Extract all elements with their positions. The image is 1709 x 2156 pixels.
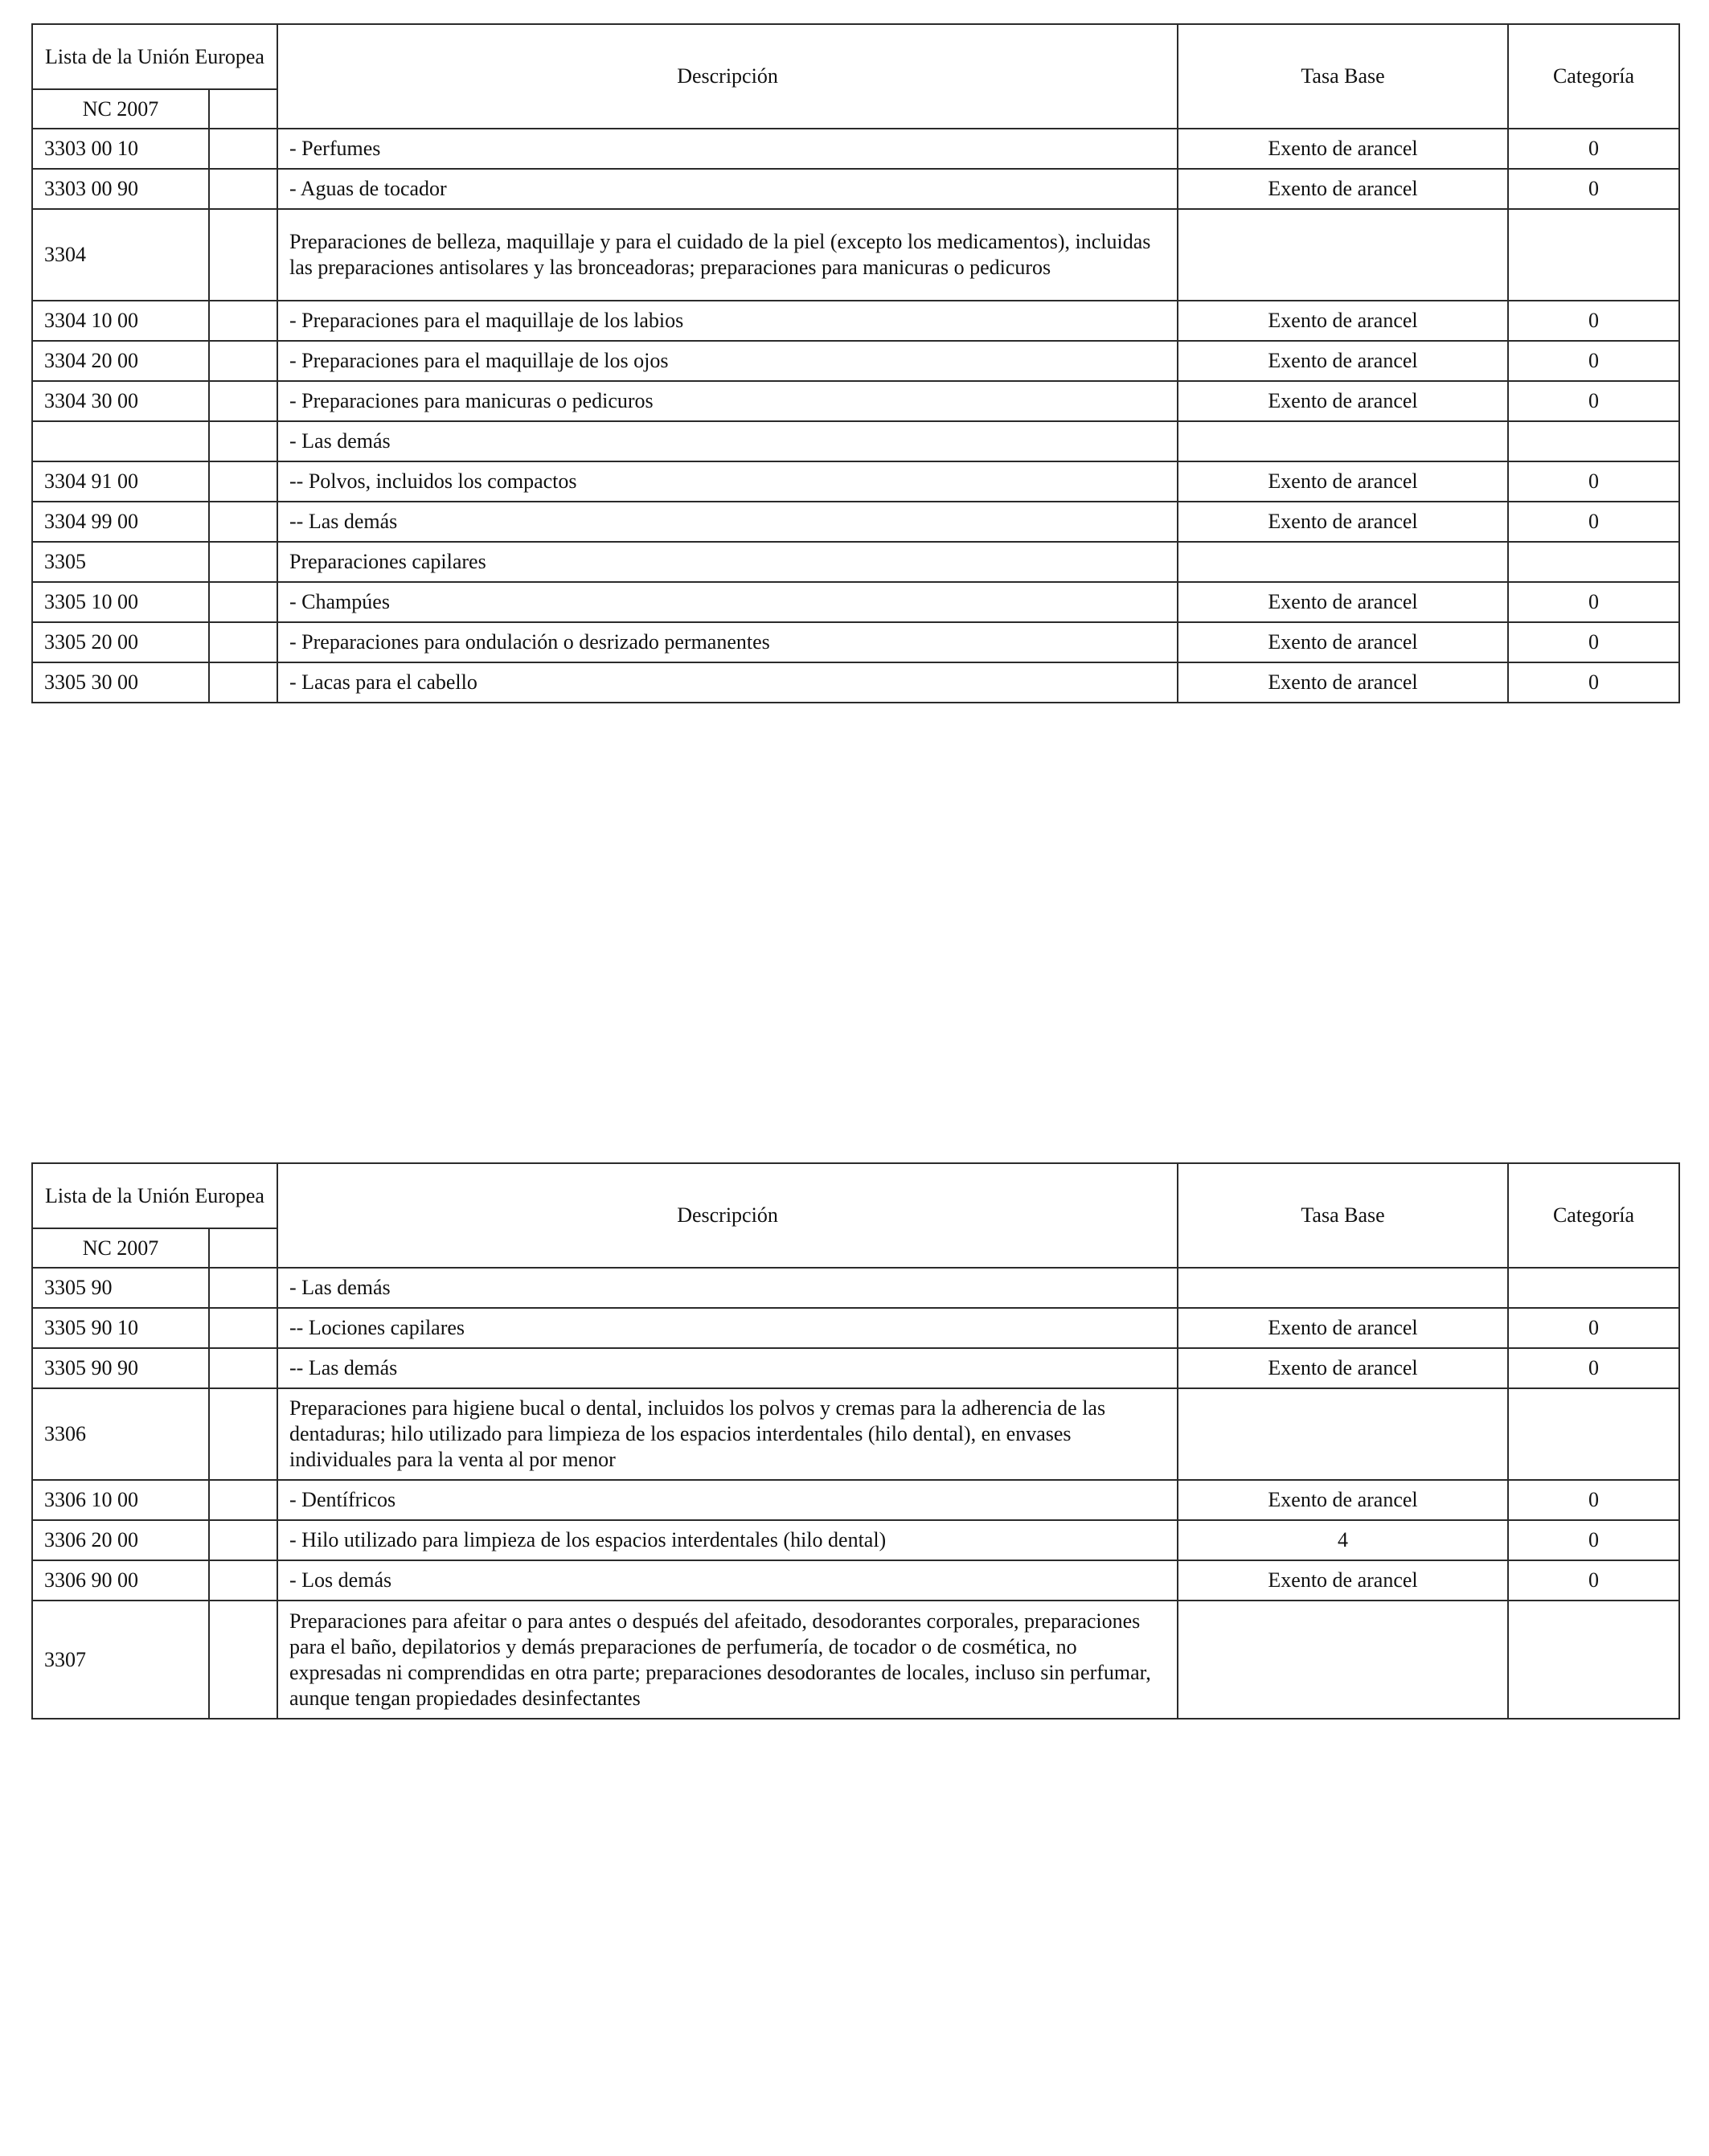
empty-cell	[209, 461, 277, 502]
empty-header-cell	[209, 89, 277, 129]
description-cell: - Preparaciones para manicuras o pedicuros	[277, 381, 1178, 421]
code-cell: 3306	[32, 1388, 209, 1480]
base-rate-cell: 4	[1178, 1520, 1508, 1560]
category-cell: 0	[1508, 662, 1679, 703]
code-cell: 3306 20 00	[32, 1520, 209, 1560]
code-cell: 3303 00 10	[32, 129, 209, 169]
category-cell	[1508, 209, 1679, 301]
empty-cell	[209, 582, 277, 622]
category-cell: 0	[1508, 622, 1679, 662]
table-row	[32, 129, 1679, 169]
base-rate-cell: Exento de arancel	[1178, 662, 1508, 703]
category-cell: 0	[1508, 381, 1679, 421]
category-cell: 0	[1508, 1560, 1679, 1601]
table-row	[32, 622, 1679, 662]
code-cell: 3305 90 10	[32, 1308, 209, 1348]
table-row	[32, 381, 1679, 421]
base-rate-cell: Exento de arancel	[1178, 502, 1508, 542]
category-cell: 0	[1508, 461, 1679, 502]
description-cell: - Preparaciones para ondulación o desrizado permanentes	[277, 622, 1178, 662]
base-rate-cell	[1178, 1268, 1508, 1308]
header-row	[32, 1163, 1679, 1228]
code-cell	[32, 421, 209, 461]
category-cell: 0	[1508, 1480, 1679, 1520]
description-cell: -- Polvos, incluidos los compactos	[277, 461, 1178, 502]
category-cell	[1508, 421, 1679, 461]
table-row	[32, 421, 1679, 461]
base-rate-cell: Exento de arancel	[1178, 381, 1508, 421]
empty-cell	[209, 542, 277, 582]
description-cell: - Aguas de tocador	[277, 169, 1178, 209]
table-row	[32, 341, 1679, 381]
description-cell: Preparaciones para afeitar o para antes o después del afeitado, desodorantes corporales, preparaciones para el baño, depilatorios y demás preparaciones de perfumería, de tocador o de cosmética, no expresadas ni comprendidas en otra parte; preparaciones desodorantes de locales, incluso sin perfumar, aunque tengan propiedades desinfectantes	[277, 1601, 1178, 1719]
category-cell: 0	[1508, 341, 1679, 381]
code-cell: 3304 30 00	[32, 381, 209, 421]
base-rate-cell: Exento de arancel	[1178, 1560, 1508, 1601]
description-cell: - Dentífricos	[277, 1480, 1178, 1520]
code-cell: 3304 99 00	[32, 502, 209, 542]
base-rate-cell: Exento de arancel	[1178, 1308, 1508, 1348]
base-rate-cell	[1178, 421, 1508, 461]
table-row	[32, 502, 1679, 542]
empty-cell	[209, 1388, 277, 1480]
code-cell: 3306 10 00	[32, 1480, 209, 1520]
table-row	[32, 1308, 1679, 1348]
description-cell: - Champúes	[277, 582, 1178, 622]
list-header: Lista de la Unión Europea	[32, 24, 277, 89]
base-rate-header: Tasa Base	[1178, 1163, 1508, 1268]
base-rate-cell: Exento de arancel	[1178, 461, 1508, 502]
base-rate-cell: Exento de arancel	[1178, 622, 1508, 662]
empty-cell	[209, 1601, 277, 1719]
base-rate-cell: Exento de arancel	[1178, 1348, 1508, 1388]
empty-cell	[209, 381, 277, 421]
code-cell: 3305 30 00	[32, 662, 209, 703]
empty-cell	[209, 209, 277, 301]
empty-cell	[209, 662, 277, 703]
code-cell: 3304	[32, 209, 209, 301]
category-cell	[1508, 1388, 1679, 1480]
code-cell: 3304 20 00	[32, 341, 209, 381]
empty-cell	[209, 169, 277, 209]
code-cell: 3305 90	[32, 1268, 209, 1308]
table-row	[32, 169, 1679, 209]
category-cell: 0	[1508, 169, 1679, 209]
description-cell: - Lacas para el cabello	[277, 662, 1178, 703]
table-row	[32, 1388, 1679, 1480]
description-cell: Preparaciones capilares	[277, 542, 1178, 582]
code-cell: 3305 10 00	[32, 582, 209, 622]
description-cell: -- Las demás	[277, 502, 1178, 542]
table-row	[32, 1601, 1679, 1719]
code-cell: 3305	[32, 542, 209, 582]
nc-header: NC 2007	[32, 89, 209, 129]
empty-cell	[209, 1480, 277, 1520]
description-cell: Preparaciones de belleza, maquillaje y para el cuidado de la piel (excepto los medicamentos), incluidas las preparaciones antisolares y las bronceadoras; preparaciones para manicuras o pedicuros	[277, 209, 1178, 301]
description-cell: - Perfumes	[277, 129, 1178, 169]
table-row	[32, 461, 1679, 502]
category-cell: 0	[1508, 129, 1679, 169]
code-cell: 3304 91 00	[32, 461, 209, 502]
header-row	[32, 24, 1679, 89]
base-rate-cell	[1178, 1601, 1508, 1719]
table-row	[32, 1520, 1679, 1560]
base-rate-cell: Exento de arancel	[1178, 341, 1508, 381]
category-cell: 0	[1508, 582, 1679, 622]
description-cell: - Hilo utilizado para limpieza de los espacios interdentales (hilo dental)	[277, 1520, 1178, 1560]
empty-cell	[209, 1560, 277, 1601]
description-header: Descripción	[277, 1163, 1178, 1268]
tariff-table-2	[31, 1162, 1680, 1719]
base-rate-header: Tasa Base	[1178, 24, 1508, 129]
empty-cell	[209, 1308, 277, 1348]
base-rate-cell: Exento de arancel	[1178, 169, 1508, 209]
table-row	[32, 1480, 1679, 1520]
table-row	[32, 301, 1679, 341]
table-row	[32, 209, 1679, 301]
description-cell: - Las demás	[277, 1268, 1178, 1308]
description-cell: -- Las demás	[277, 1348, 1178, 1388]
empty-cell	[209, 622, 277, 662]
table-row	[32, 1348, 1679, 1388]
empty-cell	[209, 1268, 277, 1308]
category-cell: 0	[1508, 301, 1679, 341]
list-header: Lista de la Unión Europea	[32, 1163, 277, 1228]
category-cell: 0	[1508, 1308, 1679, 1348]
base-rate-cell: Exento de arancel	[1178, 1480, 1508, 1520]
category-header: Categoría	[1508, 24, 1679, 129]
code-cell: 3306 90 00	[32, 1560, 209, 1601]
base-rate-cell	[1178, 1388, 1508, 1480]
table-row	[32, 582, 1679, 622]
description-cell: - Los demás	[277, 1560, 1178, 1601]
category-header: Categoría	[1508, 1163, 1679, 1268]
description-cell: - Preparaciones para el maquillaje de los ojos	[277, 341, 1178, 381]
base-rate-cell	[1178, 542, 1508, 582]
empty-header-cell	[209, 1228, 277, 1268]
code-cell: 3305 20 00	[32, 622, 209, 662]
table-row	[32, 1268, 1679, 1308]
base-rate-cell	[1178, 209, 1508, 301]
category-cell: 0	[1508, 1348, 1679, 1388]
code-cell: 3305 90 90	[32, 1348, 209, 1388]
category-cell: 0	[1508, 502, 1679, 542]
description-cell: Preparaciones para higiene bucal o dental, incluidos los polvos y cremas para la adherencia de las dentaduras; hilo utilizado para limpieza de los espacios interdentales (hilo dental), en envases individuales para la venta al por menor	[277, 1388, 1178, 1480]
category-cell	[1508, 1268, 1679, 1308]
description-cell: -- Lociones capilares	[277, 1308, 1178, 1348]
table-row	[32, 662, 1679, 703]
code-cell: 3307	[32, 1601, 209, 1719]
base-rate-cell: Exento de arancel	[1178, 582, 1508, 622]
empty-cell	[209, 1348, 277, 1388]
empty-cell	[209, 421, 277, 461]
table-row	[32, 1560, 1679, 1601]
base-rate-cell: Exento de arancel	[1178, 301, 1508, 341]
code-cell: 3304 10 00	[32, 301, 209, 341]
empty-cell	[209, 301, 277, 341]
description-cell: - Las demás	[277, 421, 1178, 461]
nc-header: NC 2007	[32, 1228, 209, 1268]
category-cell	[1508, 1601, 1679, 1719]
empty-cell	[209, 502, 277, 542]
base-rate-cell: Exento de arancel	[1178, 129, 1508, 169]
code-cell: 3303 00 90	[32, 169, 209, 209]
empty-cell	[209, 1520, 277, 1560]
category-cell: 0	[1508, 1520, 1679, 1560]
tariff-table-1	[31, 23, 1680, 703]
table-row	[32, 542, 1679, 582]
description-header: Descripción	[277, 24, 1178, 129]
category-cell	[1508, 542, 1679, 582]
description-cell: - Preparaciones para el maquillaje de los labios	[277, 301, 1178, 341]
empty-cell	[209, 341, 277, 381]
empty-cell	[209, 129, 277, 169]
